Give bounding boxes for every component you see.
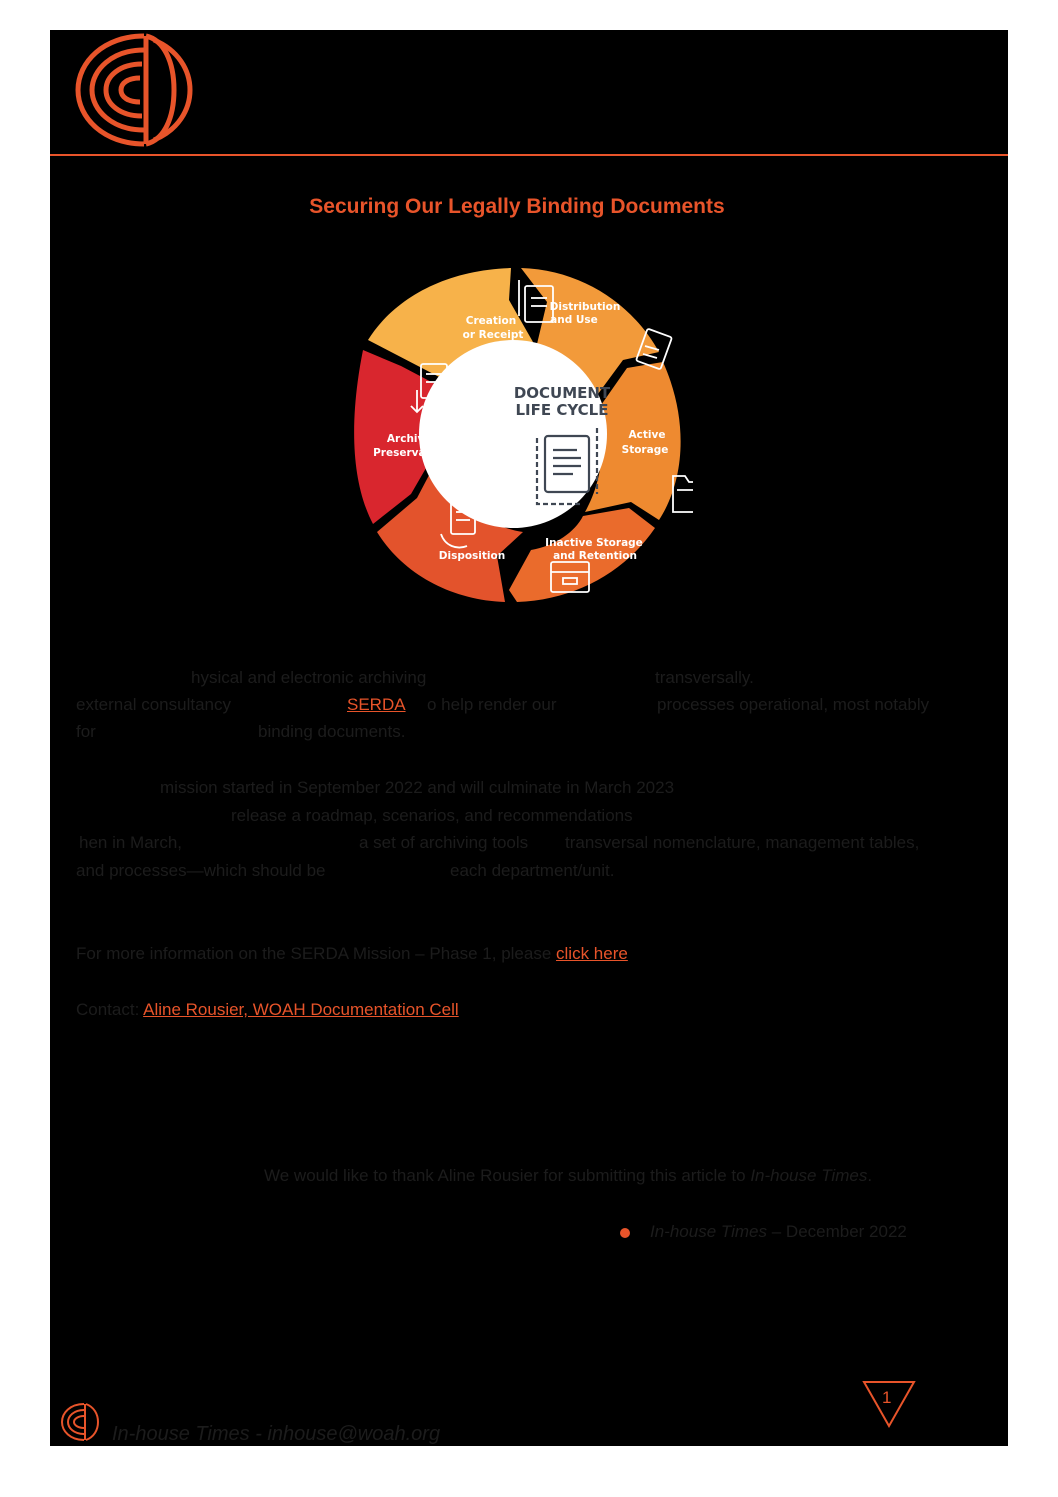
issue-bullet-icon: [620, 1228, 630, 1238]
thanks-note: [264, 1166, 872, 1186]
serda-link[interactable]: SERDA: [347, 695, 406, 714]
issue-publication: In-house Times: [650, 1222, 768, 1241]
issue-line: [650, 1222, 907, 1242]
p2-line3-a: hen in March,: [79, 833, 182, 852]
contact-line: [76, 1000, 459, 1020]
p2-line3-b: a set of archiving tools: [359, 833, 529, 852]
header-rule: [50, 154, 1008, 156]
p1-line3-a: for: [76, 722, 96, 741]
segment-label-disposition: Disposition: [438, 550, 506, 562]
p2-line1: mission started in September 2022 and will culminate in March 2023: [160, 778, 675, 797]
woah-logo-icon: [74, 30, 194, 150]
segment-label-archival-2: Preservation: [373, 447, 449, 459]
p1-line1-a: hysical and electronic archiving: [191, 668, 427, 687]
thanks-text: We would like to thank Aline Rousier for submitting this article to: [264, 1166, 751, 1185]
active-storage-folder-icon: [673, 476, 693, 512]
segment-label-active-2: Storage: [621, 444, 669, 456]
thanks-publication: In-house Times: [750, 1166, 868, 1185]
p2-line3-c: transversal nomenclature, management tables,: [565, 833, 920, 852]
segment-label-archival-1: Archival: [386, 433, 436, 445]
center-title-line2: LIFE CYCLE: [515, 401, 609, 419]
p1-line2-a: external consultancy: [76, 695, 231, 714]
center-title-line1: DOCUMENT: [513, 384, 611, 402]
segment-label-creation-2: or Receipt: [462, 329, 524, 341]
segment-label-creation-1: Creation: [465, 315, 517, 327]
p1-line2-c: processes operational, most notably: [657, 695, 930, 714]
contact-link[interactable]: Aline Rousier, WOAH Documentation Cell: [143, 1000, 459, 1019]
p2-line4-a: and processes—which should be: [76, 861, 326, 880]
segment-label-inactive-1: Inactive Storage: [545, 537, 643, 549]
segment-label-distribution-1: Distribution: [549, 301, 621, 313]
contact-label: Contact:: [76, 1000, 144, 1019]
p1-line3-b: binding documents.: [258, 722, 406, 741]
document-life-cycle-figure: [333, 250, 693, 614]
p2-line2: release a roadmap, scenarios, and recommendations: [231, 806, 633, 825]
click-here-link[interactable]: click here: [556, 944, 628, 963]
page: [50, 30, 1008, 1446]
segment-label-inactive-2: and Retention: [553, 550, 637, 562]
segment-label-active-1: Active: [628, 429, 666, 441]
article-title: Securing Our Legally Binding Documents: [309, 195, 725, 218]
p2-line4-b: each department/unit.: [450, 861, 615, 880]
issue-date: – December 2022: [767, 1222, 907, 1241]
p1-line1-b: transversally.: [655, 668, 754, 687]
page-number: 1: [882, 1388, 892, 1407]
footer-text: In-house Times - inhouse@woah.org: [112, 1423, 441, 1445]
footer-woah-logo-icon: [60, 1402, 102, 1442]
more-info-text: For more information on the SERDA Mission – Phase 1, please: [76, 944, 557, 963]
more-info-line: [76, 944, 628, 964]
segment-label-distribution-2: and Use: [550, 314, 598, 326]
thanks-period: .: [867, 1166, 873, 1185]
p1-line2-b: o help render our: [427, 695, 557, 714]
